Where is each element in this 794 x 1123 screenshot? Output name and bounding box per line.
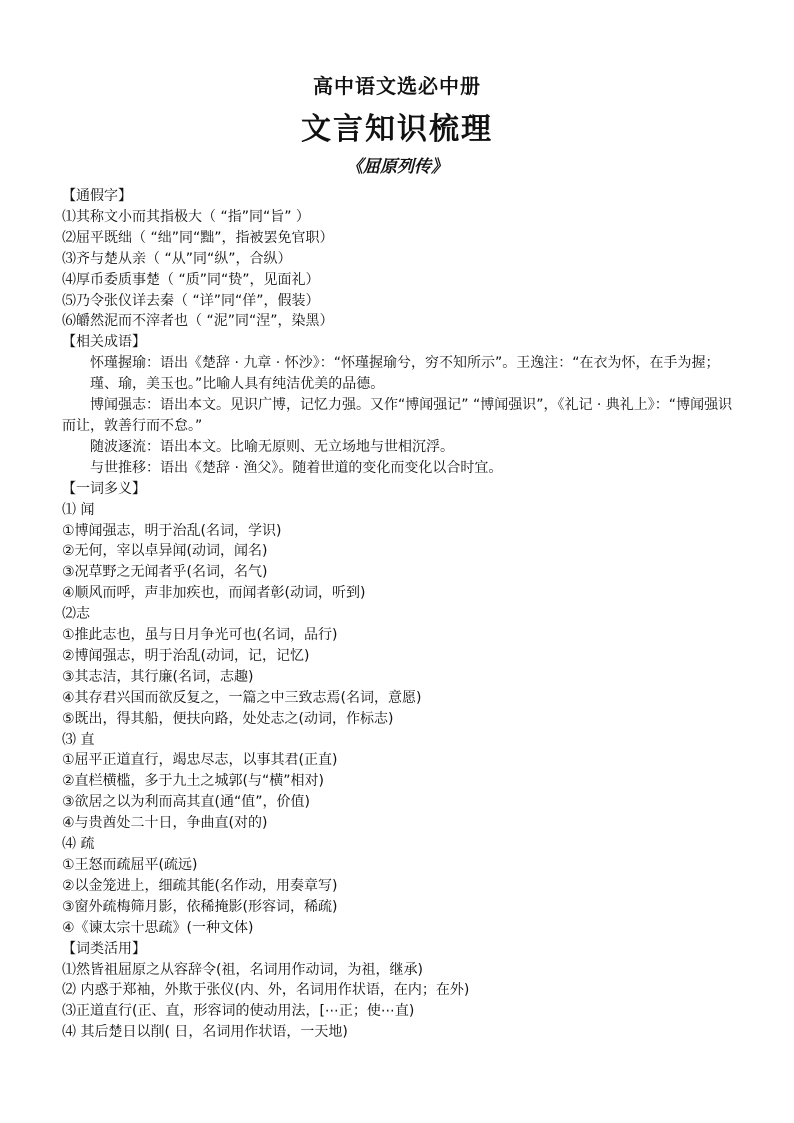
- idiom-paragraph-cont: 瑾、瑜，美玉也。”比喻人具有纯洁优美的品德。: [90, 376, 385, 393]
- list-item: ②以金笼进上，细疏其能(名作动，用奏章写): [62, 877, 338, 894]
- idiom-paragraph: 与世推移：语出《楚辞 · 渔父》。随着世道的变化而变化以合时宜。: [90, 459, 503, 476]
- list-item: ③其志洁，其行廉(名词，志趣): [62, 668, 254, 685]
- list-item: ⑵志: [62, 606, 90, 623]
- list-item: ⑹皭然泥而不滓者也（ “泥”同“涅”，染黑）: [62, 313, 334, 330]
- section-heading-yiciduoyi: 【一词多义】: [62, 480, 146, 497]
- list-item: ②直栏横槛，多于九土之城郭(与“横”相对): [62, 773, 324, 790]
- idiom-paragraph: 博闻强志：语出本文。见识广博，记忆力强。又作“博闻强记” “博闻强识”，《礼记 · 典礼上》：“博闻强识而让，敦善行而不怠。”: [62, 397, 733, 434]
- list-item: ④顺风而呼，声非加疾也，而闻者彰(动词，听到): [62, 585, 366, 602]
- list-item: ⑵ 内惑于郑袖，外欺于张仪(内、外，名词用作状语，在内；在外): [62, 982, 470, 999]
- list-item: ⑶齐与楚从亲（ “从”同“纵”，合纵）: [62, 250, 292, 267]
- list-item: ⑷ 疏: [62, 836, 95, 853]
- document-body: [62, 186, 738, 1043]
- idiom-paragraph: 随波逐流：语出本文。比喻无原则、无立场地与世相沉浮。: [90, 438, 454, 455]
- section-heading-chengyu: 【相关成语】: [62, 334, 146, 351]
- list-item: ④其存君兴国而欲反复之，一篇之中三致志焉(名词，意愿): [62, 689, 422, 706]
- list-item: ⑸乃令张仪详去秦（ “详”同“佯”，假装）: [62, 292, 320, 309]
- list-item: ⑶正道直行(正、直，形容词的使动用法，[⋯正；使⋯直): [62, 1003, 415, 1020]
- list-item: ①推此志也，虽与日月争光可也(名词，品行): [62, 627, 338, 644]
- list-item: ⑴其称文小而其指极大（ “指”同“旨” ）: [62, 208, 310, 225]
- list-item: ①博闻强志，明于治乱(名词，学识): [62, 522, 282, 539]
- list-item: ⑴然皆祖屈原之从容辞令(祖，名词用作动词，为祖，继承): [62, 961, 423, 978]
- list-item: ⑷厚币委质事楚（ “质”同“贽”，见面礼）: [62, 271, 320, 288]
- list-item: ④与贵酋处二十日，争曲直(对的): [62, 815, 268, 832]
- list-item: ①屈平正道直行，竭忠尽志，以事其君(正直): [62, 752, 338, 769]
- list-item: ③窗外疏梅筛月影，依稀掩影(形容词，稀疏): [62, 898, 338, 915]
- page-subtitle: 文言知识梳理: [301, 112, 493, 147]
- list-item: ④《谏太宗十思疏》(一种文体): [62, 919, 254, 936]
- list-item: ①王怒而疏屈平(疏远): [62, 857, 198, 873]
- section-heading-tongjiazi: 【通假字】: [62, 188, 132, 204]
- list-item: ③况草野之无闻者乎(名词，名气): [62, 564, 268, 581]
- list-item: ⑤既出，得其船，便扶向路，处处志之(动词，作标志): [62, 710, 394, 727]
- list-item: ⑶ 直: [62, 731, 95, 748]
- page-title: 高中语文选必中册: [313, 74, 481, 98]
- article-title: 《屈原列传》: [346, 157, 448, 177]
- list-item: ⑴ 闻: [62, 501, 95, 518]
- list-item: ②无何，宰以卓异闻(动词，闻名): [62, 543, 268, 560]
- list-item: ②博闻强志，明于治乱(动词，记，记忆): [62, 647, 310, 664]
- list-item: ⑵屈平既绌（ “绌”同“黜”，指被罢免官职）: [62, 229, 334, 246]
- list-item: ③欲居之以为利而高其直(通“值”，价值): [62, 794, 310, 811]
- list-item: ⑷ 其后楚日以削( 日，名词用作状语，一天地): [62, 1024, 348, 1041]
- idiom-paragraph: 怀瑾握瑜：语出《楚辞 · 九章 · 怀沙》：“怀瑾握瑜兮，穷不知所示”。王逸注：“在衣为怀，在手为握；: [90, 355, 720, 372]
- section-heading-cileihuoyong: 【词类活用】: [62, 940, 146, 957]
